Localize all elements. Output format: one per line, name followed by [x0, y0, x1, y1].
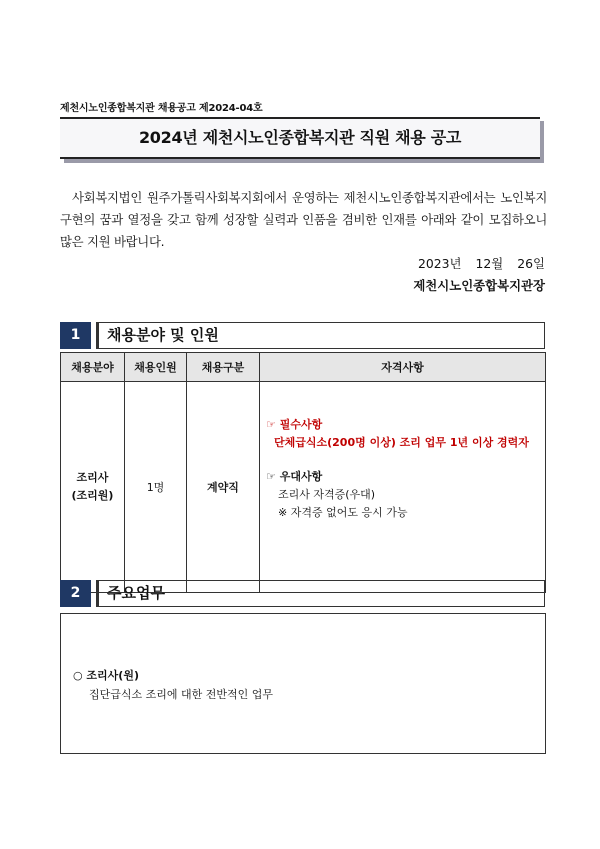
field-name: 조리사 [76, 471, 109, 484]
duty-title: ○ 조리사(원) [73, 669, 139, 682]
duty-box [60, 613, 546, 754]
section-2-header [60, 580, 545, 607]
date-month: 12월 [475, 256, 504, 271]
preferred-title: ☞ 우대사항 [266, 470, 323, 483]
header-qualification: 자격사항 [260, 353, 546, 382]
intro-paragraph [60, 187, 547, 253]
table-header-row [61, 353, 546, 382]
header-field: 채용분야 [61, 353, 125, 382]
section-1-label-box [96, 322, 545, 349]
header-count: 채용인원 [125, 353, 187, 382]
section-1-number: 1 [60, 322, 91, 349]
announcement-date [418, 254, 545, 272]
field-subname: (조리원) [71, 489, 114, 502]
cell-qualification [260, 382, 546, 593]
required-item: 단체급식소(200명 이상) 조리 업무 1년 이상 경력자 [274, 436, 529, 449]
page-title: 2024년 제천시노인종합복지관 직원 채용 공고 [138, 128, 462, 147]
preferred-item-2: ※ 자격증 없어도 응시 가능 [278, 506, 408, 519]
document-number: 제천시노인종합복지관 채용공고 제2024-04호 [60, 103, 263, 114]
header-type: 채용구분 [187, 353, 260, 382]
cell-field [61, 382, 125, 593]
intro-text: 사회복지법인 원주가톨릭사회복지회에서 운영하는 제천시노인종합복지관에서는 노인복지 구현의 꿈과 열정을 갖고 함께 성장할 실력과 인품을 겸비한 인재를 아래와 같이 모집하오니 많은 지원 바랍니다. [60, 190, 547, 249]
preferred-item-1: 조리사 자격증(우대) [278, 488, 376, 501]
required-title: ☞ 필수사항 [266, 418, 323, 431]
date-year: 2023년 [417, 256, 462, 271]
section-2-number: 2 [60, 580, 91, 607]
signer: 제천시노인종합복지관장 [413, 278, 545, 293]
section-1-label: 채용분야 및 인원 [107, 326, 219, 344]
cell-type: 계약직 [187, 382, 260, 593]
section-2-label: 주요업무 [107, 584, 165, 602]
duty-description: 집단급식소 조리에 대한 전반적인 업무 [89, 688, 274, 701]
cell-count: 1명 [125, 382, 187, 593]
section-2-label-box [96, 580, 545, 607]
date-day: 26일 [517, 256, 545, 271]
recruitment-table [60, 352, 546, 593]
section-1-header [60, 322, 545, 349]
table-row [61, 382, 546, 593]
title-box [60, 117, 540, 159]
